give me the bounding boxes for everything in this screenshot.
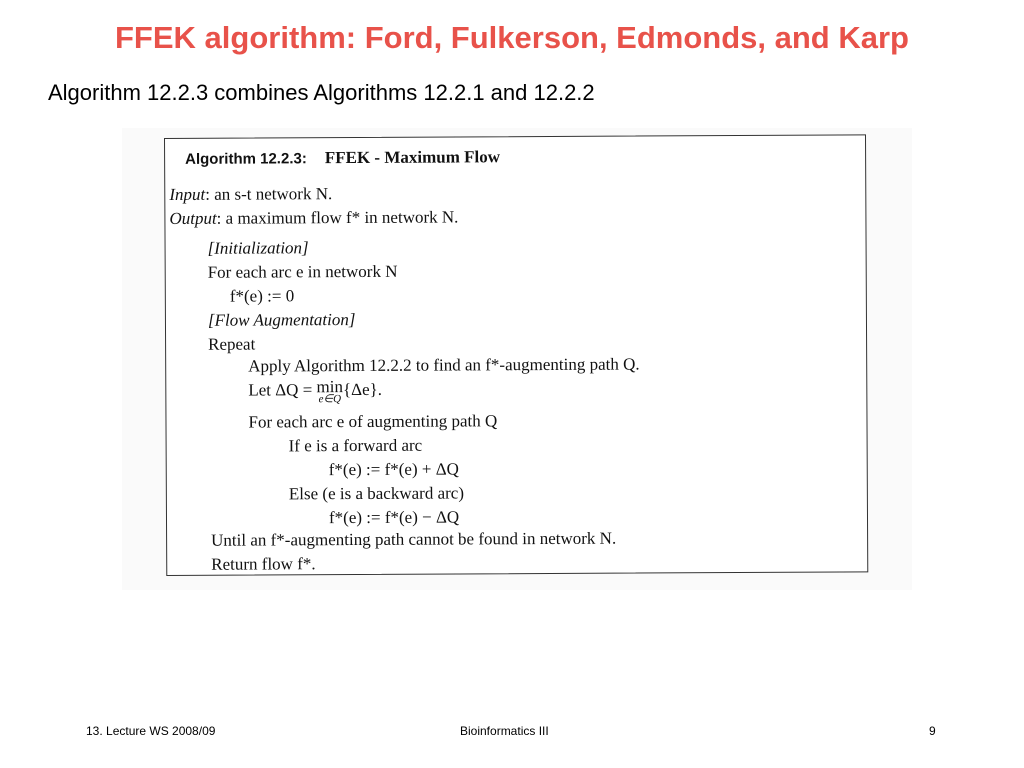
let-suffix: {Δe}. [342,379,383,400]
algorithm-header [185,147,500,169]
input-label: Input [169,184,206,204]
output-label: Output [169,208,217,228]
forward-update-line: f*(e) := f*(e) + ΔQ [328,459,459,480]
augmentation-header: [Flow Augmentation] [207,310,356,330]
apply-line: Apply Algorithm 12.2.2 to find an f*-augmenting path Q. [248,354,640,376]
algorithm-name: FFEK - Maximum Flow [324,147,501,168]
return-line: Return flow f*. [211,554,316,574]
footer-page-number: 9 [929,724,936,738]
until-line: Until an f*-augmenting path cannot be found in network N. [211,528,617,550]
min-text: min [316,377,344,397]
let-prefix: Let ΔQ = [248,380,317,400]
initialization-header: [Initialization] [207,238,309,258]
let-line [248,377,383,406]
for-each-path-arc-line: For each arc e of augmenting path Q [248,411,498,432]
input-text: : an s-t network N. [205,184,333,204]
if-forward-line: If e is a forward arc [288,435,423,456]
backward-update-line: f*(e) := f*(e) − ΔQ [328,507,460,528]
algorithm-input [169,184,332,205]
slide-subtitle: Algorithm 12.2.3 combines Algorithms 12.2.1 and 12.2.2 [48,80,595,105]
algorithm-label: Algorithm 12.2.3: [185,150,307,168]
algorithm-output [169,207,458,229]
for-each-arc-line: For each arc e in network N [207,261,398,282]
init-flow-line: f*(e) := 0 [229,286,295,306]
footer-lecture: 13. Lecture WS 2008/09 [86,724,216,738]
repeat-line: Repeat [208,334,256,354]
else-backward-line: Else (e is a backward arc) [288,483,465,504]
footer-course: Bioinformatics III [460,724,549,738]
slide-title: FFEK algorithm: Ford, Fulkerson, Edmonds, and Karp [115,20,909,55]
min-operator [316,377,344,406]
output-text: : a maximum flow f* in network N. [216,207,459,228]
algorithm-box [164,134,868,576]
min-subscript: e∈Q [318,393,342,406]
